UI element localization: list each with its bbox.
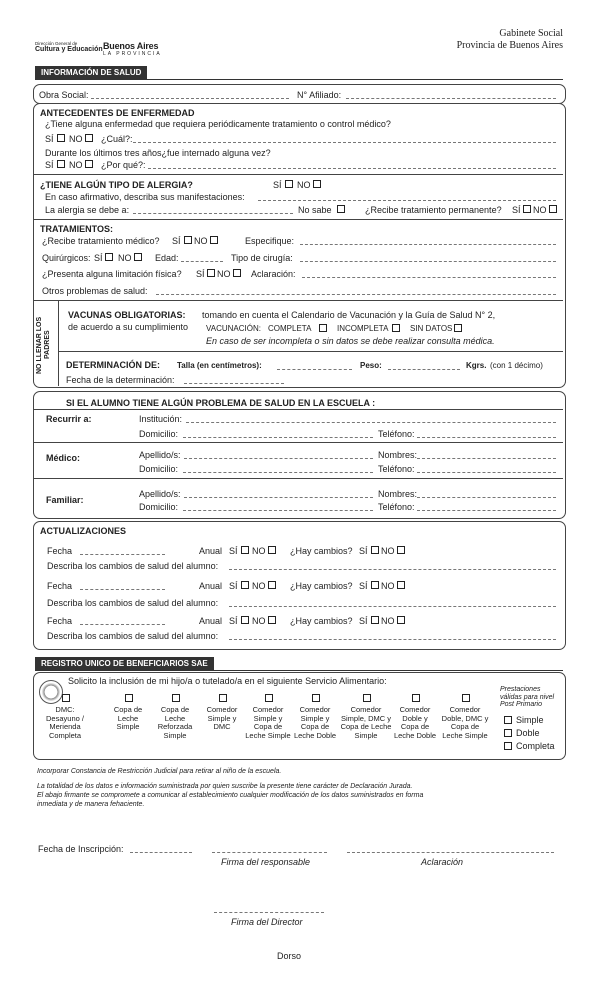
footer-note-3: El abajo firmante se compromete a comunicar al establecimiento cualquier modificación de los datos suministrados en forma — [37, 792, 424, 799]
porque-label: ¿Por qué?: — [101, 160, 146, 170]
trat-yes-label: SÍ — [172, 236, 181, 246]
familiar-domicilio-label: Domicilio: — [139, 502, 179, 512]
divider — [34, 478, 563, 479]
update2-fecha-field[interactable] — [80, 589, 165, 590]
recurrir-domicilio-field[interactable] — [183, 437, 373, 438]
obra-social-label: Obra Social: — [39, 90, 89, 100]
otros-problemas-field[interactable] — [156, 294, 556, 295]
recurrir-domicilio-label: Domicilio: — [139, 429, 179, 439]
update3-yes-checkbox[interactable] — [241, 616, 249, 624]
no-llenar-padres-label: NO LLENAR LOS PADRES — [36, 316, 51, 374]
recibe-yes-label: SÍ — [512, 205, 521, 215]
update2-yes-checkbox[interactable] — [241, 581, 249, 589]
incompleta-checkbox[interactable] — [392, 324, 400, 332]
update1-describa-field[interactable] — [229, 569, 556, 570]
vacunas-title: VACUNAS OBLIGATORIAS: — [68, 310, 186, 320]
prest-simple-label: Simple — [516, 715, 544, 725]
determinacion-label: DETERMINACIÓN DE: — [66, 360, 160, 370]
ministry-logo — [35, 41, 103, 53]
quir-yes-checkbox[interactable] — [105, 253, 113, 261]
update1-yes-checkbox[interactable] — [241, 546, 249, 554]
alergia-debe-label: La alergia se debe a: — [45, 205, 130, 215]
aclaracion-label: Aclaración: — [251, 269, 296, 279]
aclaracion-field[interactable] — [302, 277, 556, 278]
medico-domicilio-field[interactable] — [183, 472, 373, 473]
escuela-box — [33, 391, 566, 519]
prest-completa-label: Completa — [516, 741, 555, 751]
limitacion-label: ¿Presenta alguna limitación física? — [42, 269, 182, 279]
institucion-label: Institución: — [139, 414, 183, 424]
quir-no-label: NO — [118, 253, 132, 263]
sae-option-2-checkbox[interactable] — [125, 694, 133, 702]
antecedentes-q1: ¿Tiene alguna enfermedad que requiera periódicamente tratamiento o control médico? — [45, 119, 391, 129]
registro-solicito: Solicito la inclusión de mi hijo/a o tutelado/a en el siguiente Servicio Alimentario: — [68, 676, 387, 686]
divider — [35, 670, 563, 671]
recurrir-telefono-label: Teléfono: — [378, 429, 415, 439]
medico-telefono-label: Teléfono: — [378, 464, 415, 474]
edad-field[interactable] — [181, 261, 223, 262]
limit-no-checkbox[interactable] — [233, 269, 241, 277]
footer-note-1: Incorporar Constancia de Restricción Judicial para retirar al niño de la escuela. — [37, 768, 282, 775]
divider — [34, 442, 563, 443]
sae-option-9-label: Comedor Doble, DMC y Copa de Leche Simple — [441, 705, 489, 740]
sae-option-8-label: Comedor Doble y Copa de Leche Doble — [393, 705, 437, 740]
fecha-determinacion-label: Fecha de la determinación: — [66, 375, 175, 385]
dorso-label: Dorso — [277, 951, 302, 961]
footer-note-2: La totalidad de los datos e información suministrada por quien suscribe la presente tiene carácter de Declaración Jurada. — [37, 783, 413, 790]
q2-yes-label: SÍ — [45, 160, 54, 170]
cual-field[interactable] — [133, 142, 556, 143]
update3-anual-label: Anual — [199, 616, 223, 626]
ministry-small-text: Dirección General de — [35, 41, 78, 46]
institucion-field[interactable] — [186, 422, 556, 423]
talla-field[interactable] — [277, 369, 352, 370]
sae-option-5-checkbox[interactable] — [265, 694, 273, 702]
recibe-yes-checkbox[interactable] — [523, 205, 531, 213]
update2-cambios-yes-checkbox[interactable] — [371, 581, 379, 589]
vacunas-text2: de acuerdo a su cumplimiento — [68, 322, 189, 332]
q1-yes-label: SÍ — [45, 134, 54, 144]
especifique-label: Especifique: — [245, 236, 295, 246]
completa-checkbox[interactable] — [319, 324, 327, 332]
ba-logo-title: Buenos Aires — [103, 41, 159, 51]
q1-no-checkbox[interactable] — [85, 134, 93, 142]
alergia-manifest-label: En caso afirmativo, describa sus manifestaciones: — [45, 192, 245, 202]
prestaciones-label: Prestaciones válidas para nivel Post Primario — [500, 686, 555, 708]
update3-cambios-no-label: NO — [381, 616, 395, 626]
sae-option-6-label: Comedor Simple y Copa de Leche Doble — [293, 705, 337, 740]
alergia-no-label: NO — [297, 180, 311, 190]
gabinete-title: Gabinete Social — [499, 28, 563, 39]
sae-option-5-label: Comedor Simple y Copa de Leche Simple — [245, 705, 291, 740]
update1-anual-label: Anual — [199, 546, 223, 556]
update1-fecha-label: Fecha — [47, 546, 73, 556]
tratamiento-medico-label: ¿Recibe tratamiento médico? — [42, 236, 160, 246]
alergia-title: ¿TIENE ALGÚN TIPO DE ALERGIA? — [40, 180, 193, 190]
afiliado-label: N° Afiliado: — [297, 90, 342, 100]
update2-cambios-label: ¿Hay cambios? — [290, 581, 353, 591]
quirurgicos-label: Quirúrgicos: — [42, 253, 91, 263]
update3-cambios-yes-label: SÍ — [359, 616, 368, 626]
escuela-title: SI EL ALUMNO TIENE ALGÚN PROBLEMA DE SALUD EN LA ESCUELA : — [66, 398, 376, 408]
trat-no-checkbox[interactable] — [210, 236, 218, 244]
afiliado-field[interactable] — [346, 98, 556, 99]
update1-yes-label: SÍ — [229, 546, 238, 556]
update1-fecha-field[interactable] — [80, 554, 165, 555]
incompleta-label: INCOMPLETA — [337, 324, 389, 333]
update3-no-checkbox[interactable] — [268, 616, 276, 624]
antecedentes-q2: Durante los últimos tres años¿fue internado alguna vez? — [45, 148, 271, 158]
update2-cambios-yes-label: SÍ — [359, 581, 368, 591]
familiar-telefono-field[interactable] — [417, 510, 556, 511]
update2-no-checkbox[interactable] — [268, 581, 276, 589]
update2-cambios-no-checkbox[interactable] — [397, 581, 405, 589]
divider — [34, 300, 563, 301]
sae-option-1-checkbox[interactable] — [62, 694, 70, 702]
firma-responsable-field[interactable] — [212, 852, 327, 853]
firma-director-label: Firma del Director — [231, 917, 303, 927]
completa-label: COMPLETA — [268, 324, 312, 333]
recibe-no-checkbox[interactable] — [549, 205, 557, 213]
familiar-telefono-label: Teléfono: — [378, 502, 415, 512]
aclaracion-firma-field[interactable] — [347, 852, 554, 853]
divider — [35, 79, 563, 80]
prest-simple-checkbox[interactable] — [504, 716, 512, 724]
update1-cambios-yes-checkbox[interactable] — [371, 546, 379, 554]
firma-responsable-label: Firma del responsable — [221, 857, 311, 867]
quir-yes-label: SÍ — [94, 253, 103, 263]
familiar-apellidos-field[interactable] — [184, 497, 373, 498]
antecedentes-title: ANTECEDENTES DE ENFERMEDAD — [40, 108, 195, 118]
sae-option-4-label: Comedor Simple y DMC — [206, 705, 238, 731]
alergia-debe-field[interactable] — [133, 213, 293, 214]
update3-cambios-yes-checkbox[interactable] — [371, 616, 379, 624]
update3-describa-field[interactable] — [229, 639, 556, 640]
otros-problemas-label: Otros problemas de salud: — [42, 286, 148, 296]
quir-no-checkbox[interactable] — [134, 253, 142, 261]
gabinete-header — [457, 28, 563, 52]
familiar-nombres-label: Nombres: — [378, 489, 418, 499]
nosabe-checkbox[interactable] — [337, 205, 345, 213]
sae-option-6-checkbox[interactable] — [312, 694, 320, 702]
actualizaciones-title: ACTUALIZACIONES — [40, 526, 126, 536]
update3-cambios-label: ¿Hay cambios? — [290, 616, 353, 626]
update1-no-checkbox[interactable] — [268, 546, 276, 554]
sae-option-2-label: Copa de Leche Simple — [113, 705, 143, 731]
cual-label: ¿Cuál?: — [101, 134, 133, 144]
talla-label: Talla (en centímetros): — [177, 361, 262, 370]
familiar-domicilio-field[interactable] — [183, 510, 373, 511]
update2-no-label: NO — [252, 581, 266, 591]
update3-fecha-label: Fecha — [47, 616, 73, 626]
vacunacion-label: VACUNACIÓN: — [206, 324, 261, 333]
alergia-no-checkbox[interactable] — [313, 180, 321, 188]
sae-option-3-checkbox[interactable] — [172, 694, 180, 702]
q2-no-label: NO — [69, 160, 83, 170]
vacunas-nota: En caso de ser incompleta o sin datos se debe realizar consulta médica. — [206, 336, 495, 346]
sindatos-checkbox[interactable] — [454, 324, 462, 332]
update1-cambios-label: ¿Hay cambios? — [290, 546, 353, 556]
update3-fecha-field[interactable] — [80, 624, 165, 625]
peso-field[interactable] — [388, 369, 460, 370]
edad-label: Edad: — [155, 253, 179, 263]
divider — [34, 219, 563, 220]
footer-note-4: inmediata y de manera fehaciente. — [37, 801, 145, 808]
update1-describa-label: Describa los cambios de salud del alumno: — [47, 561, 219, 571]
tipo-cirugia-field[interactable] — [300, 261, 556, 262]
firma-director-field[interactable] — [214, 912, 324, 913]
update1-cambios-no-label: NO — [381, 546, 395, 556]
medico-domicilio-label: Domicilio: — [139, 464, 179, 474]
peso-label: Peso: — [360, 361, 382, 370]
porque-field[interactable] — [148, 168, 556, 169]
medico-apellidos-label: Apellido/s: — [139, 450, 181, 460]
section-tab-registro: REGISTRO UNICO DE BENEFICIARIOS SAE — [35, 657, 214, 670]
update2-anual-label: Anual — [199, 581, 223, 591]
sae-option-7-label: Comedor Simple, DMC y Copa de Leche Simple — [340, 705, 392, 740]
sae-option-3-label: Copa de Leche Reforzada Simple — [157, 705, 193, 740]
trat-yes-checkbox[interactable] — [184, 236, 192, 244]
q1-yes-checkbox[interactable] — [57, 134, 65, 142]
sae-option-4-checkbox[interactable] — [219, 694, 227, 702]
limit-yes-label: SÍ — [196, 269, 205, 279]
medico-label: Médico: — [46, 453, 81, 463]
update3-cambios-no-checkbox[interactable] — [397, 616, 405, 624]
update1-cambios-yes-label: SÍ — [359, 546, 368, 556]
limit-yes-checkbox[interactable] — [207, 269, 215, 277]
kgrs-label: Kgrs. — [466, 361, 487, 370]
familiar-apellidos-label: Apellido/s: — [139, 489, 181, 499]
divider-vertical — [58, 300, 59, 386]
q2-yes-checkbox[interactable] — [57, 160, 65, 168]
q2-no-checkbox[interactable] — [85, 160, 93, 168]
sae-seal-icon — [39, 680, 63, 704]
ba-logo-subtitle: LA PROVINCIA — [103, 51, 162, 57]
divider — [34, 174, 563, 175]
update3-yes-label: SÍ — [229, 616, 238, 626]
familiar-nombres-field[interactable] — [417, 497, 556, 498]
medico-nombres-field[interactable] — [417, 458, 556, 459]
trat-no-label: NO — [194, 236, 208, 246]
recibe-no-label: NO — [533, 205, 547, 215]
aclaracion-firma-label: Aclaración — [421, 857, 464, 867]
provincia-title: Provincia de Buenos Aires — [456, 40, 563, 51]
recibe-tratamiento-label: ¿Recibe tratamiento permanente? — [365, 205, 502, 215]
sindatos-label: SIN DATOS — [410, 324, 453, 333]
recurrir-label: Recurrir a: — [46, 414, 92, 424]
recurrir-telefono-field[interactable] — [417, 437, 556, 438]
limit-no-label: NO — [217, 269, 231, 279]
update2-describa-label: Describa los cambios de salud del alumno: — [47, 598, 219, 608]
ba-logo — [103, 41, 162, 57]
update2-fecha-label: Fecha — [47, 581, 73, 591]
update1-cambios-no-checkbox[interactable] — [397, 546, 405, 554]
medico-telefono-field[interactable] — [417, 472, 556, 473]
update2-yes-label: SÍ — [229, 581, 238, 591]
nosabe-label: No sabe — [298, 205, 332, 215]
tratamientos-title: TRATAMIENTOS: — [40, 224, 113, 234]
decimo-label: (con 1 décimo) — [490, 361, 543, 370]
fecha-inscripcion-label: Fecha de Inscripción: — [38, 844, 124, 854]
sae-option-9-checkbox[interactable] — [462, 694, 470, 702]
prest-doble-checkbox[interactable] — [504, 729, 512, 737]
section-tab-salud: INFORMACIÓN DE SALUD — [35, 66, 147, 79]
update3-describa-label: Describa los cambios de salud del alumno: — [47, 631, 219, 641]
ministry-name: Cultura y Educación — [35, 46, 103, 53]
medico-nombres-label: Nombres: — [378, 450, 418, 460]
divider — [34, 409, 563, 410]
prest-doble-label: Doble — [516, 728, 540, 738]
sae-option-8-checkbox[interactable] — [412, 694, 420, 702]
sae-option-1-label: DMC: Desayuno / Merienda Completa — [46, 705, 84, 740]
prest-completa-checkbox[interactable] — [504, 742, 512, 750]
obra-social-field[interactable] — [91, 98, 289, 99]
q1-no-label: NO — [69, 134, 83, 144]
medico-apellidos-field[interactable] — [184, 458, 373, 459]
tipo-cirugia-label: Tipo de cirugía: — [231, 253, 293, 263]
divider — [59, 351, 563, 352]
vacunas-text1: tomando en cuenta el Calendario de Vacunación y la Guía de Salud N° 2, — [202, 310, 496, 320]
update2-cambios-no-label: NO — [381, 581, 395, 591]
sae-option-7-checkbox[interactable] — [363, 694, 371, 702]
update1-no-label: NO — [252, 546, 266, 556]
alergia-manifest-field[interactable] — [258, 200, 556, 201]
familiar-label: Familiar: — [46, 495, 84, 505]
fecha-determinacion-field[interactable] — [184, 383, 284, 384]
update2-describa-field[interactable] — [229, 606, 556, 607]
update3-no-label: NO — [252, 616, 266, 626]
alergia-yes-checkbox[interactable] — [285, 180, 293, 188]
alergia-yes-label: SÍ — [273, 180, 282, 190]
especifique-field[interactable] — [300, 244, 556, 245]
fecha-inscripcion-field[interactable] — [130, 852, 192, 853]
